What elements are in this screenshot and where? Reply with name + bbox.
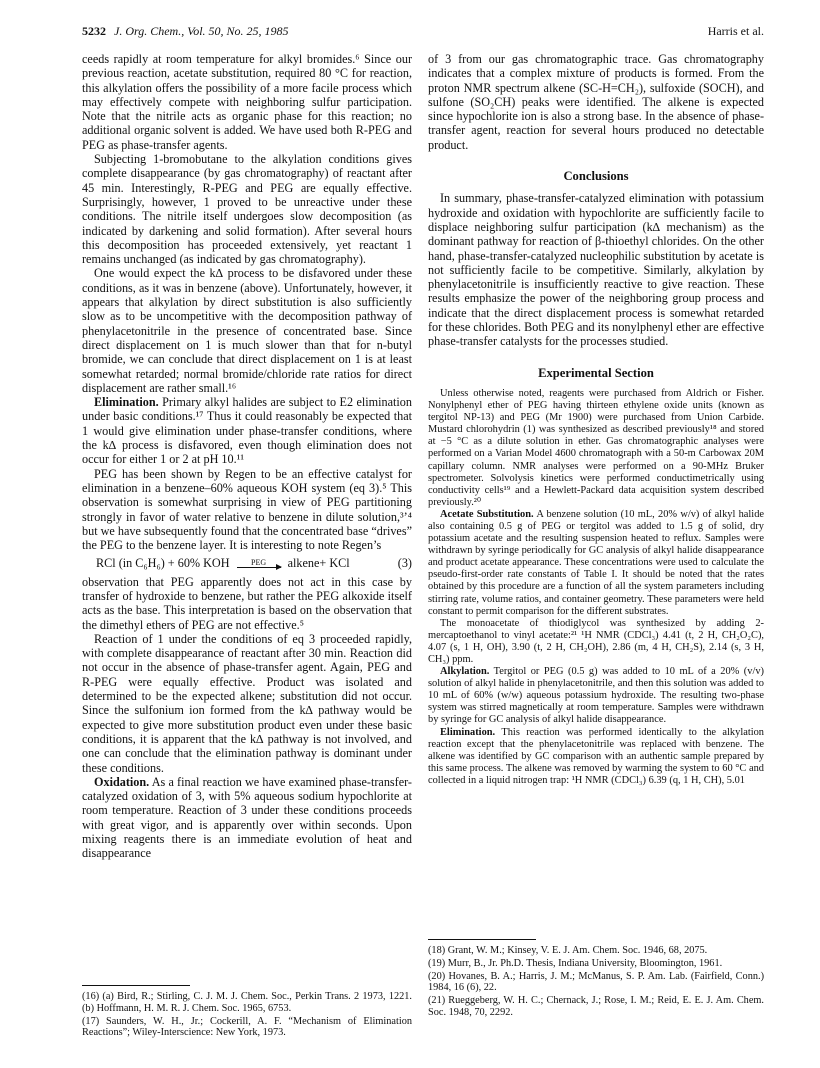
paragraph: ceeds rapidly at room temperature for alkyl bromides.⁶ Since our previous reaction, acetate substitution, required 80 °C for reaction, this alkylation offers the possibility of a more facile process which may effectively compete with neighboring sulfur participation. Note that the nitrile acts as organic phase for this reaction; no additional organic solvent is added. We have used both R-PEG and PEG as phase-transfer agents.: [82, 52, 412, 152]
left-column: [82, 52, 412, 861]
reaction-arrow: [237, 559, 281, 568]
paragraph: of 3 from our gas chromatographic trace. Gas chromatography indicates that a complex mixture of products is formed. From the proton NMR spectrum alkene (SC-H=CH₂), sulfoxide (SOCH), and sulfone (SO₂CH) peaks were identified. The alkene is expected since hypochlorite ion is also a strong base. In the absence of phase-transfer agent, reaction for several hours produced no detectable product.: [428, 52, 764, 152]
footnote: (18) Grant, W. M.; Kinsey, V. E. J. Am. Chem. Soc. 1946, 68, 2075.: [428, 945, 708, 956]
paragraph: [428, 727, 764, 787]
paragraph: [428, 666, 764, 726]
header-authors: Harris et al.: [707, 24, 764, 38]
arrow-label: PEG: [251, 558, 267, 568]
equation-reactants: RCl (in C₆H₆) + 60% KOH: [96, 556, 230, 571]
paragraph-text: This reaction was performed identically to the alkylation reaction except that the phenylacetonitrile was replaced with benzene. The alkene was identified by GC comparison with an authentic sample prepared by this same process. The alkene was removed by warming the system to 60 °C and collected in a liquid nitrogen trap: ¹H NMR (CDCl₃) 6.39 (q, 1 H, CH), 5.01: [428, 726, 764, 786]
equation-body: [96, 556, 350, 570]
footnote: (17) Saunders, W. H., Jr.; Cockerill, A. F. “Mechanism of Elimination Reactions”; Wiley-Interscience: New York, 1973.: [82, 1015, 412, 1039]
footnote: (16) (a) Bird, R.; Stirling, C. J. M. J. Chem. Soc., Perkin Trans. 2 1973, 1221. (b) Hoffmann, H. M. R. J. Chem. Soc. 1965, 6753.: [82, 991, 412, 1014]
header-left: [82, 24, 289, 39]
footnotes-left: [82, 985, 412, 1040]
equation-3: [82, 556, 412, 570]
runin-heading-oxidation: Oxidation.: [94, 774, 150, 789]
footnotes-right: [428, 939, 764, 1020]
paragraph: The monoacetate of thiodiglycol was synthesized by adding 2-mercaptoethanol to vinyl acetate:²¹ ¹H NMR (CDCl₃) 4.41 (t, 2 H, CH₂O₂C), 4.07 (s, 1 H, OH), 3.90 (t, 2 H, CH₂OH), 2.86 (m, 4 H, CH₂S), 2.14 (s, 3 H, CH₃) ppm.: [428, 617, 764, 665]
footnote: (19) Murr, B., Jr. Ph.D. Thesis, Indiana University, Bloomington, 1961.: [428, 957, 723, 969]
running-header: [82, 24, 764, 42]
footnote-rule: [428, 939, 536, 940]
paragraph: [82, 395, 412, 466]
paragraph-text: A benzene solution (10 mL, 20% w/v) of alkyl halide also containing 0.5 g of PEG or tergitol was added to 1.5 g of solid, dry potassium acetate and the resulting suspension heated to reflux. Samples were withdrawn by syringe periodically for GC analysis of alkyl halide disappearance and product acetate appearance. These concentrations were used to calculate the pseudo-first-order rate constants of Table I. It should be noted that the rates obtained by this procedure are a function of all the system parameters including stirring rate, volume ratios, and container geometry. These parameters were held constant to permit comparison for the different substrates.: [428, 508, 764, 617]
section-heading-experimental: Experimental Section: [538, 365, 654, 380]
right-column: [428, 52, 764, 787]
section-heading-conclusions: Conclusions: [563, 169, 629, 184]
footnote: (21) Rueggeberg, W. H. C.; Chernack, J.; Rose, I. M.; Reid, E. E. J. Am. Chem. Soc. 1948, 70, 2292.: [428, 995, 764, 1018]
arrow-line: [237, 567, 281, 568]
experimental-section: [428, 388, 764, 787]
footnote-rule: [82, 985, 190, 986]
paragraph: Unless otherwise noted, reagents were purchased from Aldrich or Fisher. Nonylphenyl ether of PEG having thirteen ethylene oxide units (known as tergitol NP-13) and PEG (Mr 1900) were purchased from Union Carbide. Mustard chlorohydrin (1) was synthesized as described previously¹⁸ and stored at −5 °C as a dilute solution in ether. Gas chromatographic analyses were performed on a Varian Model 4600 chromatograph with a 50-m Carbowax 20M capillary column. NMR analyses were performed on a 90-MHz Bruker spectrometer. Solvolysis kinetics were performed conductimetrically using conductivity cells¹⁹ and a Hewlett-Packard data acquisition system described previously.²⁰: [428, 387, 764, 508]
paragraph: PEG has been shown by Regen to be an effective catalyst for elimination in a benzene–60% aqueous KOH system (eq 3).⁵ This observation is somewhat surprising in view of PEG partitioning strongly in favor of water relative to benzene in dilute solution,³ʼ⁴ but we have subsequently found that the concentrated base “drives” the PEG to the benzene layer. It is interesting to note Regen’s: [82, 466, 412, 553]
paragraph: Subjecting 1-bromobutane to the alkylation conditions gives complete disappearance (by gas chromatography) of reactant after 45 min. Interestingly, R-PEG and PEG are equally effective. Surprisingly, however, 1 proved to be unreactive under these conditions. The nitrile itself undergoes slow decomposition (as indicated by darkening and solid formation). After several hours this decomposition has proceeded extensively, yet reactant 1 remains unchanged (as indicated by gas chromatography).: [82, 152, 412, 267]
paragraph: [82, 775, 412, 861]
runin-heading-acetate: Acetate Substitution.: [440, 508, 534, 520]
runin-heading-alkylation: Alkylation.: [440, 666, 490, 678]
paragraph: Reaction of 1 under the conditions of eq 3 proceeded rapidly, with complete disappearance of reactant after 30 min. Reaction did not occur in the absence of phase-transfer agent. Again, PEG and R-PEG were equally effective. Product was isolated and determined to be the expected alkene; substitution did not occur. Since the sulfonium ion formed from the k∆ pathway would be expected to give more substitution product even under these basic conditions, it is apparent that the k∆ pathway is not involved, and one can conclude that the elimination pathway is dominant under these conditions.: [82, 631, 412, 775]
footnote: (20) Hovanes, B. A.; Harris, J. M.; McManus, S. P. Am. Lab. (Fairfield, Conn.) 1984, 16 (6), 22.: [428, 970, 764, 994]
paragraph: In summary, phase-transfer-catalyzed elimination with potassium hydroxide and oxidation with hypochlorite are sufficiently facile to displace neighboring sulfur participation (k∆ mechanism) as the dominant pathway for reaction of β-thioethyl chlorides. On the other hand, phase-transfer-catalyzed nucleophilic substitution by acetate is not sufficiently facile to be competitive. Similarly, alkylation by phenylacetonitrile is insufficiently reactive to give reaction. These results emphasize the power of the neighboring group process and indicate that the direct displacement process is somewhat retarded for these chlorides. Both PEG and its nonylphenyl ether are effective phase-transfer catalysts for the processes studied.: [428, 191, 764, 349]
paragraph: observation that PEG apparently does not act in this case by transfer of hydroxide to benzene, but rather the PEG alkoxide itself acts as the base. This interpretation is based on the observation that the dimethyl ethers of PEG are not effective.⁵: [82, 574, 412, 632]
paragraph-text: Primary alkyl halides are subject to E2 elimination under basic conditions.¹⁷ Thus it could reasonably be expected that 1 would give elimination under phase-transfer conditions, where the k∆ process is disfavored, even though elimination does not occur for either 1 or 2 at pH 10.¹¹: [82, 395, 412, 467]
paragraph-text: As a final reaction we have examined phase-transfer-catalyzed oxidation of 3, with 5% aqueous sodium hypochlorite at room temperature. Reaction of 3 under these conditions proceeds with great vigor, and is apparently over within seconds. Upon mixing reagents there is an immediate evolution of heat and disappearance: [82, 774, 412, 861]
runin-heading-elimination-exp: Elimination.: [440, 726, 496, 738]
equation-number: (3): [397, 556, 412, 571]
equation-products: alkene+ KCl: [287, 556, 350, 571]
paragraph: One would expect the k∆ process to be disfavored under these conditions, as it was in benzene (above). Unfortunately, however, it appears that alkylation by direct substitution is also sufficiently slow as to be uncompetitive with the decomposition pathway of phenylacetonitrile in the presence of concentrated base. Since direct displacement on 1 is much slower than that for n-butyl bromide, we can conclude that direct displacement on 1 is at least somewhat retarded; normal bromide/chloride rate ratios for direct displacement are rather small.¹⁶: [82, 266, 412, 395]
journal-citation: J. Org. Chem., Vol. 50, No. 25, 1985: [114, 24, 289, 38]
runin-heading-elimination: Elimination.: [94, 395, 159, 410]
paragraph: [428, 509, 764, 618]
page-number: 5232: [82, 24, 106, 38]
paragraph-text: Tergitol or PEG (0.5 g) was added to 10 mL of a 20% (v/v) solution of alkyl halide in phenylacetonitrile, and then this solution was added to 10 mL of 60% (w/w) aqueous potassium hydroxide. The resulting two-phase system was stirred magnetically at room temperature. Samples were withdrawn by syringe for GC analysis of alkyl halide disappearance.: [428, 666, 764, 726]
